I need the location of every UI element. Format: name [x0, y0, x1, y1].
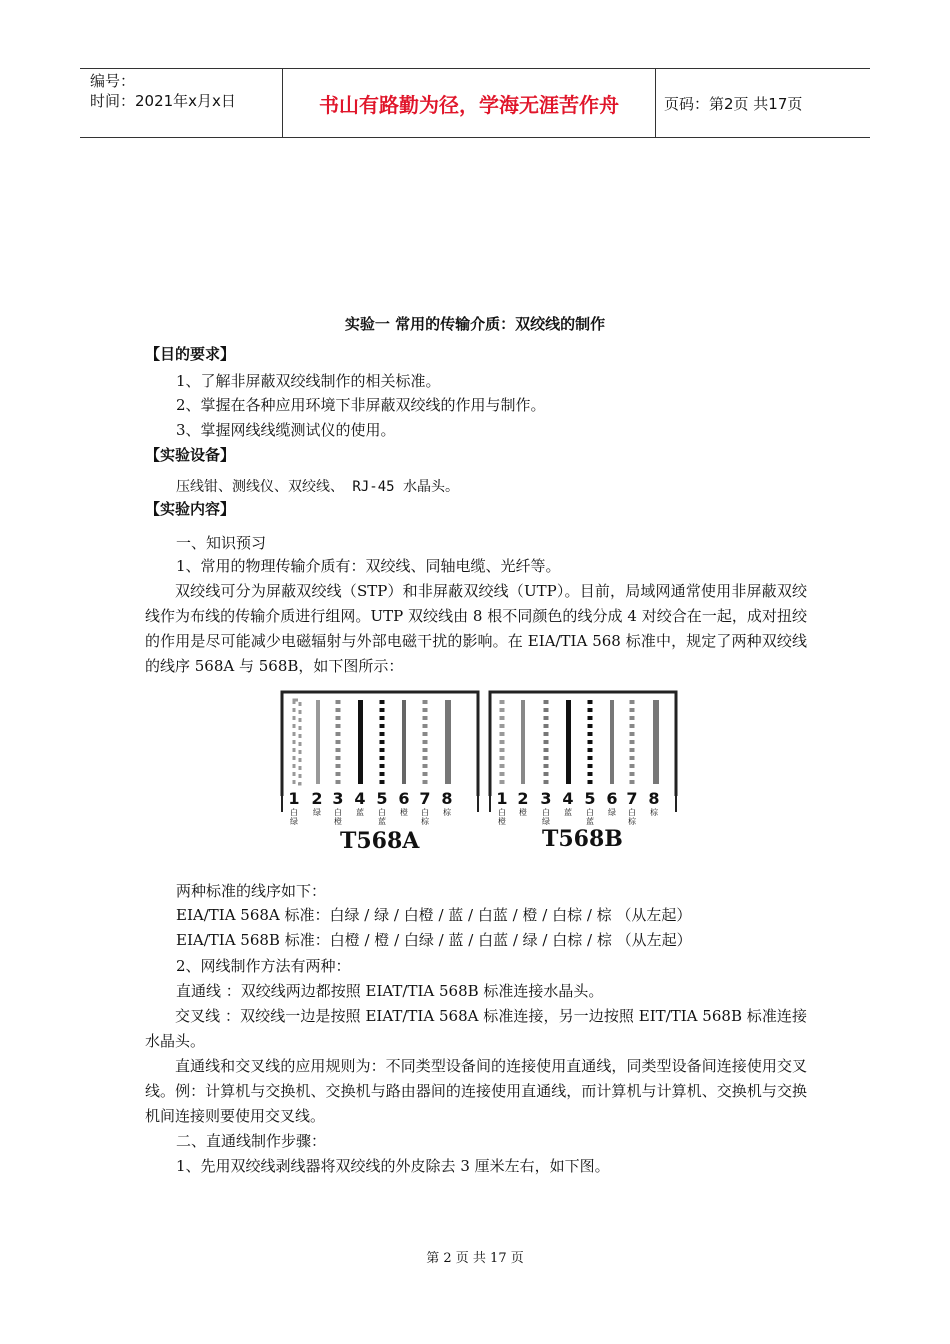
wire-blue	[566, 700, 571, 784]
pin-color-label: 白	[290, 808, 298, 817]
intro-text: 双绞线可分为屏蔽双绞线（STP）和非屏蔽双绞线（UTP）。目前，局域网通常使用非屏蔽双绞线作为布线的传输介质进行组网。UTP 双绞线由 8 根不同颜色的线分成 4 对绞合在一起，成对扭绞的作用是尽可能减少电磁辐射与外部电磁干扰的影响。在 EIA/TIA 568 标准中，规定了两种双绞线的线序 568A 与 568B，如下图所示：	[145, 582, 807, 675]
document-title: 实验一 常用的传输介质：双绞线的制作	[344, 315, 606, 333]
pin-color-label: 橙	[400, 808, 408, 817]
pin-number: 8	[441, 789, 453, 808]
pin-number: 3	[540, 789, 552, 808]
code-label: 编号：	[90, 72, 136, 90]
goals-heading: 【目的要求】	[145, 345, 236, 363]
page-footer: 第 2 页 共 17 页	[426, 1251, 524, 1266]
pin-color-label: 棕	[443, 808, 451, 817]
wire-blue	[358, 700, 363, 784]
pin-color-label: 绿	[290, 817, 298, 826]
pin-number: 2	[311, 789, 323, 808]
straight-line-desc: 直通线 ：双绞线两边都按照 EIAT/TIA 568B 标准连接水晶头。	[176, 982, 604, 1000]
pin-color-label: 白	[586, 808, 594, 817]
wire-white-green	[294, 700, 300, 784]
pin-color-label: 绿	[313, 808, 321, 817]
wire-brown	[445, 700, 451, 784]
wire-green	[316, 700, 320, 784]
pin-number: 1	[288, 789, 300, 808]
time-label: 时间：2021年x月x日	[90, 92, 236, 110]
cross-line-paragraph	[145, 1004, 807, 1054]
wire-green	[610, 700, 614, 784]
pin-number: 4	[354, 789, 366, 808]
pin-number: 5	[584, 789, 596, 808]
t568a-label: T568A	[340, 828, 420, 854]
cross-line-desc: 交叉线 ：双绞线一边是按照 EIAT/TIA 568A 标准连接，另一边按照 EIT/TIA 568B 标准连接水晶头。	[145, 1007, 807, 1050]
media-line: 1、常用的物理传输介质有：双绞线、同轴电缆、光纤等。	[176, 557, 561, 575]
equipment-list: 压线钳、测线仪、双绞线、 RJ-45 水晶头。	[176, 479, 459, 495]
pin-number: 3	[332, 789, 344, 808]
wire-orange	[402, 700, 406, 784]
page-header	[80, 68, 870, 138]
pin-color-label: 橙	[519, 808, 527, 817]
pin-number: 4	[562, 789, 574, 808]
rules-paragraph	[145, 1054, 807, 1129]
methods-heading: 2、网线制作方法有两种：	[176, 957, 351, 975]
pin-color-label: 白	[542, 808, 550, 817]
intro-paragraph	[145, 579, 807, 679]
order-intro: 两种标准的线序如下：	[176, 882, 327, 900]
pin-number: 6	[606, 789, 618, 808]
pin-color-label: 绿	[542, 817, 550, 826]
order-568b: EIA/TIA 568B 标准：白橙 / 橙 / 白绿 / 蓝 / 白蓝 / 绿 / 白棕 / 棕 （从左起）	[176, 931, 692, 949]
pin-color-label: 蓝	[356, 808, 364, 817]
header-meta-cell	[80, 69, 283, 137]
pin-color-label: 白	[334, 808, 342, 817]
wire-orange	[521, 700, 525, 784]
steps-heading: 二、直通线制作步骤：	[176, 1132, 327, 1150]
t568b-label: T568B	[542, 826, 623, 852]
pin-number: 7	[626, 789, 638, 808]
pin-color-label: 蓝	[586, 817, 594, 826]
wire-brown	[653, 700, 659, 784]
pin-color-label: 蓝	[564, 808, 572, 817]
step-1: 1、先用双绞线剥线器将双绞线的外皮除去 3 厘米左右，如下图。	[176, 1157, 610, 1175]
pin-color-label: 白	[628, 808, 636, 817]
pin-number: 6	[398, 789, 410, 808]
pin-color-label: 蓝	[378, 817, 386, 826]
order-568a: EIA/TIA 568A 标准：白绿 / 绿 / 白橙 / 蓝 / 白蓝 / 橙 / 白棕 / 棕 （从左起）	[176, 906, 692, 924]
pin-color-label: 白	[498, 808, 506, 817]
pin-color-label: 橙	[498, 817, 506, 826]
content-heading: 【实验内容】	[145, 500, 236, 518]
equipment-heading: 【实验设备】	[145, 446, 236, 464]
pin-color-label: 白	[421, 808, 429, 817]
motto: 书山有路勤为径，学海无涯苦作舟	[283, 69, 656, 137]
wiring-diagram	[270, 688, 690, 856]
pin-color-label: 白	[378, 808, 386, 817]
pin-number: 1	[496, 789, 508, 808]
goal-item: 3、掌握网线线缆测试仪的使用。	[176, 421, 396, 439]
goal-item: 1、了解非屏蔽双绞线制作的相关标准。	[176, 372, 441, 390]
pin-number: 2	[517, 789, 529, 808]
pin-color-label: 棕	[421, 817, 429, 826]
pin-number: 8	[648, 789, 660, 808]
goal-item: 2、掌握在各种应用环境下非屏蔽双绞线的作用与制作。	[176, 396, 546, 414]
pin-color-label: 绿	[608, 808, 616, 817]
pin-number: 7	[419, 789, 431, 808]
knowledge-heading: 一、知识预习	[176, 534, 267, 552]
rules-text: 直通线和交叉线的应用规则为：不同类型设备间的连接使用直通线，同类型设备间连接使用交叉线。例：计算机与交换机、交换机与路由器间的连接使用直通线，而计算机与计算机、交换机与交换机间连接则要使用交叉线。	[145, 1057, 807, 1125]
pin-color-label: 棕	[628, 817, 636, 826]
page-info: 页码：第2页 共17页	[664, 94, 803, 113]
pin-number: 5	[376, 789, 388, 808]
pin-color-label: 橙	[334, 817, 342, 826]
pin-color-label: 棕	[650, 808, 658, 817]
